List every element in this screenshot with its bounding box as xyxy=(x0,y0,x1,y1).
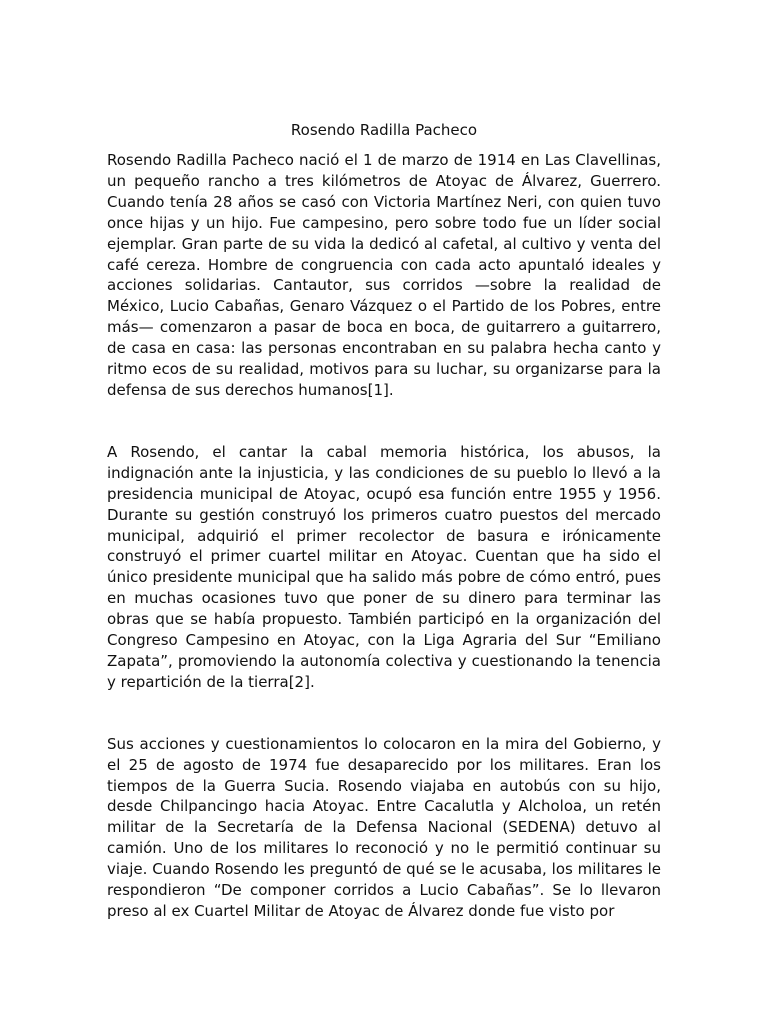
paragraph-municipal-presidency: A Rosendo, el cantar la cabal memoria histórica, los abusos, la indignación ante la injusticia, y las condiciones de su pueblo lo llevó a la presidencia municipal de Atoyac, ocupó esa función entre 1955 y 1956. Durante su gestión construyó los primeros cuatro puestos del mercado municipal, adquirió el primer recolector de basura e irónicamente construyó el primer cuartel militar en Atoyac. Cuentan que ha sido el único presidente municipal que ha salido más pobre de cómo entró, pues en muchas ocasiones tuvo que poner de su dinero para terminar las obras que se había propuesto. También participó en la organización del Congreso Campesino en Atoyac, con la Liga Agraria del Sur “Emiliano Zapata”, promoviendo la autonomía colectiva y cuestionando la tenencia y repartición de la tierra[2]. xyxy=(107,442,661,691)
paragraph-disappearance: Sus acciones y cuestionamientos lo colocaron en la mira del Gobierno, y el 25 de agosto de 1974 fue desaparecido por los militares. Eran los tiempos de la Guerra Sucia. Rosendo viajaba en autobús con su hijo, desde Chilpancingo hacia Atoyac. Entre Cacalutla y Alcholoa, un retén militar de la Secretaría de la Defensa Nacional (SEDENA) detuvo al camión. Uno de los militares lo reconoció y no le permitió continuar su viaje. Cuando Rosendo les preguntó de qué se le acusaba, los militares le respondieron “De componer corridos a Lucio Cabañas”. Se lo llevaron preso al ex Cuartel Militar de Atoyac de Álvarez donde fue visto por xyxy=(107,734,661,920)
document-page xyxy=(107,120,661,922)
paragraph-birth-and-life: Rosendo Radilla Pacheco nació el 1 de marzo de 1914 en Las Clavellinas, un pequeño rancho a tres kilómetros de Atoyac de Álvarez, Guerrero. Cuando tenía 28 años se casó con Victoria Martínez Neri, con quien tuvo once hijas y un hijo. Fue campesino, pero sobre todo fue un líder social ejemplar. Gran parte de su vida la dedicó al cafetal, al cultivo y venta del café cereza. Hombre de congruencia con cada acto apuntaló ideales y acciones solidarias. Cantautor, sus corridos —sobre la realidad de México, Lucio Cabañas, Genaro Vázquez o el Partido de los Pobres, entre más— comenzaron a pasar de boca en boca, de guitarrero a guitarrero, de casa en casa: las personas encontraban en su palabra hecha canto y ritmo ecos de su realidad, motivos para su luchar, su organizarse para la defensa de sus derechos humanos[1]. xyxy=(107,151,661,399)
document-title: Rosendo Radilla Pacheco xyxy=(290,121,478,139)
